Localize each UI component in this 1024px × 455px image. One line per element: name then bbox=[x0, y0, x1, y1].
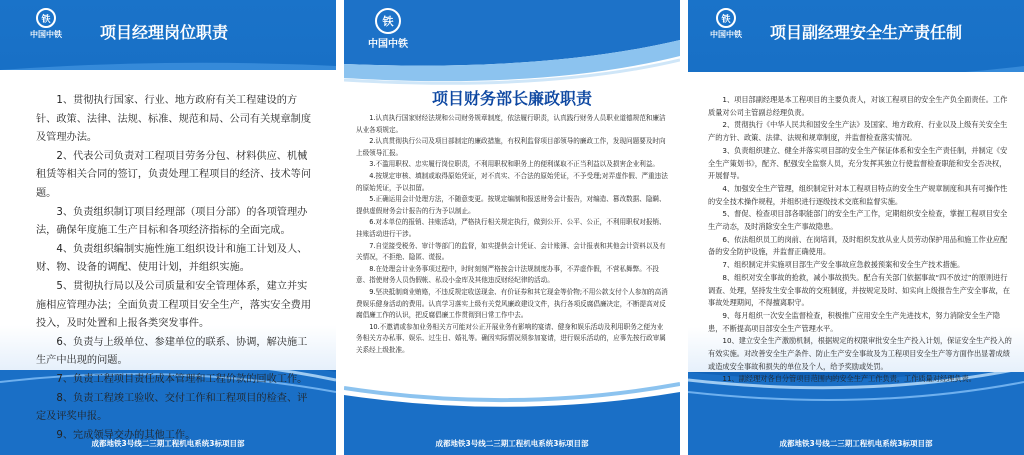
list-item: 5、贯彻执行局以及公司质量和安全管理体系，建立并实施相应管理办法；全面负责工程项目安全生产，落实安全费用投入，及时处置和上报各类突发事件。 bbox=[36, 280, 312, 330]
crcc-logo-icon: 铁 bbox=[375, 8, 401, 34]
list-item: 2.认真贯彻执行公司及项目部制定的廉政措施，有权利监督项目部领导的廉政工作，发现问题要及时向上级领导汇报。 bbox=[356, 137, 666, 157]
list-item: 8、负责工程竣工验收、交付工作和工程项目的检查、评定及评奖申报。 bbox=[36, 392, 308, 423]
board1-title: 项目经理岗位职责 bbox=[100, 23, 229, 42]
brand-name: 中国中铁 bbox=[710, 30, 742, 39]
brand-name: 中国中铁 bbox=[368, 39, 408, 50]
list-item: 8.在处理会计业务事项过程中，时时刻刻严格按会计法规制度办事，不弄虚作假，不营私舞弊。不投意、指使财务人员伪假帐、私设小金库及其他违反财经纪律的活动。 bbox=[356, 264, 660, 285]
board-finance-integrity-duties bbox=[344, 0, 680, 455]
board2-footer: 成都地铁3号线二三期工程机电系统3标项目部 bbox=[435, 439, 589, 448]
list-item: 6、依法组织员工的岗前、在岗培训，及时组织发放从业人员劳动保护用品和施工作业应配备的安全防护设施，并监督正确使用。 bbox=[708, 234, 1008, 257]
brand-logo bbox=[30, 8, 62, 40]
crcc-logo-icon: 铁 bbox=[716, 8, 736, 28]
list-item: 4、加强安全生产管理，组织制定针对本工程项目特点的安全生产规章制度和具有可操作性的安全技术操作规程，并组织进行逐级技术交底和监督实施。 bbox=[708, 183, 1008, 206]
brand-logo bbox=[368, 8, 408, 50]
board3-title: 项目副经理安全生产责任制 bbox=[770, 23, 963, 42]
list-item: 3、负责组织建立、健全并落实项目部的安全生产保证体系和安全生产责任制，并制定《安全生产策划书》，配齐、配强安全监察人员，充分发挥其独立行使监督检查职能和安全否决权，开展督导。 bbox=[708, 145, 1008, 181]
list-item: 4.按规定审核、填制或取得原始凭证，对不真实、不合法的原始凭证，不予受理;对弄虚作假、严重违法的原始凭证，予以扣留。 bbox=[356, 171, 668, 192]
list-item: 1、项目部副经理是本工程项目的主要负责人，对该工程项目的安全生产负全面责任。工作质量对公司主管副总经理负责。 bbox=[708, 95, 1008, 117]
board3-duty-list bbox=[708, 94, 1012, 386]
list-item: 7、负责工程项目责任成本管理和工程价款的回收工作。 bbox=[56, 373, 308, 385]
list-item: 7、组织制定并实施项目部生产安全事故应急救援预案和安全生产技术措施。 bbox=[722, 260, 965, 270]
brand-logo bbox=[710, 8, 742, 40]
list-item: 7.自觉接受税务、审计等部门的监督，如实提供会计凭证、会计账簿、会计报表和其他会计资料以及有关情况，不拒绝、隐匿、谎报。 bbox=[356, 241, 666, 262]
brand-name: 中国中铁 bbox=[30, 30, 62, 39]
list-item: 1.认真执行国家财经法规和公司财务规章制度，依法履行职责，认真践行财务人员职业道德规范和廉洁从业各项规定。 bbox=[356, 114, 666, 134]
list-item: 5、督促、检查项目部各职能部门的安全生产工作，定期组织安全检查，掌握工程项目安全生产动态，及时消除安全生产事故隐患。 bbox=[708, 209, 1008, 232]
list-item: 3、负责组织制订项目经理部（项目分部）的各项管理办法，确保年度施工生产目标和各项经济指标的全面完成。 bbox=[36, 206, 308, 237]
list-item: 9、完成领导交办的其他工作。 bbox=[56, 429, 196, 441]
board2-title: 项目财务部长廉政职责 bbox=[431, 89, 592, 108]
list-item: 2、贯彻执行《中华人民共和国安全生产法》及国家、地方政府、行业以及上级有关安全生产的方针、政策、法律、法规和规章制度，并监督检查落实情况。 bbox=[708, 120, 1008, 143]
list-item: 1、贯彻执行国家、行业、地方政府有关工程建设的方针、政策、法律、法规、标准、规范和局、公司有关规章制度及管理办法。 bbox=[36, 95, 312, 144]
list-item: 3.不滥用职权、忠实履行岗位职责，不利用职权和职务上的便利谋取不正当利益以及损害企业利益。 bbox=[369, 160, 660, 169]
crcc-logo-icon: 铁 bbox=[36, 8, 56, 28]
board1-footer: 成都地铁3号线二三期工程机电系统3标项目部 bbox=[91, 439, 245, 448]
list-item: 5.正确运用会计处理方法，不随意变更。按规定编制和报送财务会计报告，对编造、篡改数据、隐瞒、提供虚假财务会计报告的行为予以制止。 bbox=[356, 195, 666, 215]
list-item: 9.坚决抵制商业贿赂，不违反规定收送现金、有价证券和其它现金等价物;不用公款支付个人参加的高消费娱乐健身活动的费用。认真学习落实上级有关党风廉政建设文件，执行各项反腐倡廉决定，不断提高对反腐倡廉工作的认识，把反腐倡廉工作贯彻到日常工作中去。 bbox=[356, 287, 668, 320]
board3-footer: 成都地铁3号线二三期工程机电系统3标项目部 bbox=[779, 439, 933, 448]
list-item: 10.不邀请或参加业务相关方可能对公正开展业务有影响的宴请、健身和娱乐活动及利用职务之便为业务相关方办私事、娱乐、过生日、婚礼等。确因实际情况须参加宴请，进行娱乐活动的，应事先按行政审属关系经上级批准。 bbox=[356, 322, 666, 354]
list-item: 8、组织对安全事故的抢救，减小事故损失。配合有关部门依据事故“四不放过”的原则进行调查、处理，坚持发生安全事故的交班制度，并按规定及时、如实向上级报告生产安全事故，在事故处理期间，不得擅离职守。 bbox=[708, 272, 1010, 308]
list-item: 10、建立安全生产激励机制，根据规定的权限审批安全生产投入计划，保证安全生产投入的有效实施。对改善安全生产条件、防止生产安全事故及为工程项目安全生产等方面作出显著成绩或造成安全事故和损失的单位及个人，给予奖励或处罚。 bbox=[708, 336, 1012, 371]
board2-duty-list bbox=[356, 113, 668, 356]
list-item: 6、负责与上级单位、参建单位的联系、协调，解决施工生产中出现的问题。 bbox=[36, 336, 308, 367]
list-item: 2、代表公司负责对工程项目劳务分包、材料供应、机械租赁等相关合同的签订，负责处理工程项目的经济、技术等问题。 bbox=[36, 150, 312, 199]
board-project-manager-duties bbox=[0, 0, 336, 455]
list-item: 11、副经理对各自分管项目范围内的安全生产工作负责，工作质量对经理负责。 bbox=[722, 374, 976, 384]
list-item: 6.对本单位的报销、挂账活动，严格执行相关规定执行，做到公开、公平、公正，不利用职权对报销、挂账活动进行干涉。 bbox=[356, 218, 666, 238]
list-item: 4、负责组织编制实施性施工组织设计和施工计划及人、财、物、设备的调配、使用计划，并组织实施。 bbox=[36, 243, 308, 274]
board1-duty-list bbox=[36, 92, 316, 445]
list-item: 9、每月组织一次安全监督检查，积极推广应用安全生产先进技术，努力消除安全生产隐患，不断提高项目部安全生产管理水平。 bbox=[708, 310, 1001, 333]
board-deputy-manager-safety-duties bbox=[688, 0, 1024, 455]
